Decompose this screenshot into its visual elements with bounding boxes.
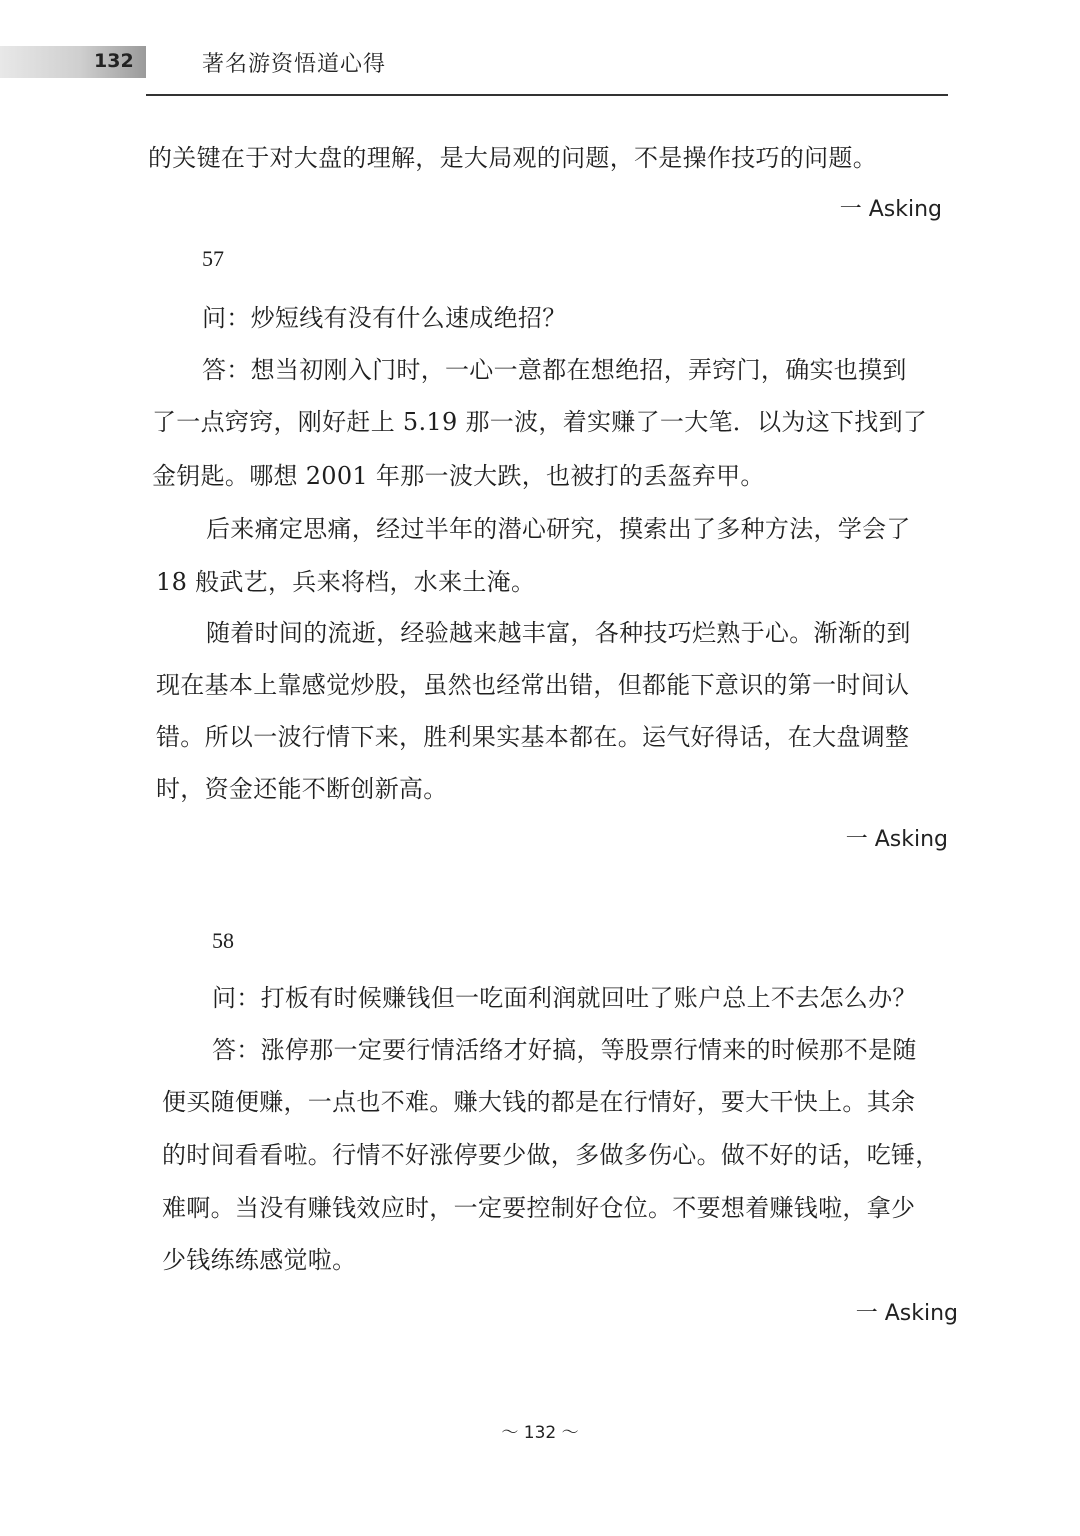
q57-signature: 一 Asking (845, 827, 948, 852)
answer-line: 随着时间的流逝，经验越来越丰富，各种技巧烂熟于心。渐渐的到 (206, 619, 911, 647)
answer-line: 了一点窍窍，刚好赶上 5.19 那一波，着实赚了一大笔．以为这下找到了 (152, 408, 928, 436)
answer-line: 后来痛定思痛，经过半年的潜心研究，摸索出了多种方法，学会了 (206, 515, 911, 543)
answer-line: 答：想当初刚入门时，一心一意都在想绝招，弄窍门，确实也摸到 (202, 356, 907, 384)
question-text: 问：打板有时候赚钱但一吃面利润就回吐了账户总上不去怎么办？ (212, 984, 917, 1012)
answer-line: 便买随便赚，一点也不难。赚大钱的都是在行情好，要大干快上。其余 (162, 1088, 916, 1116)
book-title: 著名游资悟道心得 (202, 52, 387, 77)
header-divider (146, 94, 948, 96)
answer-line: 金钥匙。哪想 2001 年那一波大跌，也被打的丢盔弃甲。 (152, 462, 765, 490)
answer-line: 时，资金还能不断创新高。 (156, 775, 448, 803)
answer-line: 18 般武艺，兵来将档，水来土淹。 (156, 568, 536, 596)
page-footer-number: ～ 132 ～ (501, 1423, 579, 1443)
answer-line: 答：涨停那一定要行情活络才好搞，等股票行情来的时候那不是随 (212, 1036, 917, 1064)
intro-line: 的关键在于对大盘的理解，是大局观的问题，不是操作技巧的问题。 (148, 144, 877, 172)
question-number: 57 (202, 246, 224, 271)
answer-line: 现在基本上靠感觉炒股，虽然也经常出错，但都能下意识的第一时间认 (156, 671, 910, 699)
question-number: 58 (212, 928, 234, 953)
question-text: 问：炒短线有没有什么速成绝招？ (202, 304, 567, 332)
answer-line: 难啊。当没有赚钱效应时，一定要控制好仓位。不要想着赚钱啦，拿少 (162, 1194, 916, 1222)
answer-line: 的时间看看啦。行情不好涨停要少做，多做多伤心。做不好的话，吃锤， (162, 1141, 940, 1169)
q58-signature: 一 Asking (855, 1301, 958, 1326)
header-page-number: 132 (94, 50, 134, 72)
intro-signature: 一 Asking (839, 197, 942, 222)
answer-line: 错。所以一波行情下来，胜利果实基本都在。运气好得话，在大盘调整 (156, 723, 910, 751)
answer-line: 少钱练练感觉啦。 (162, 1246, 357, 1274)
